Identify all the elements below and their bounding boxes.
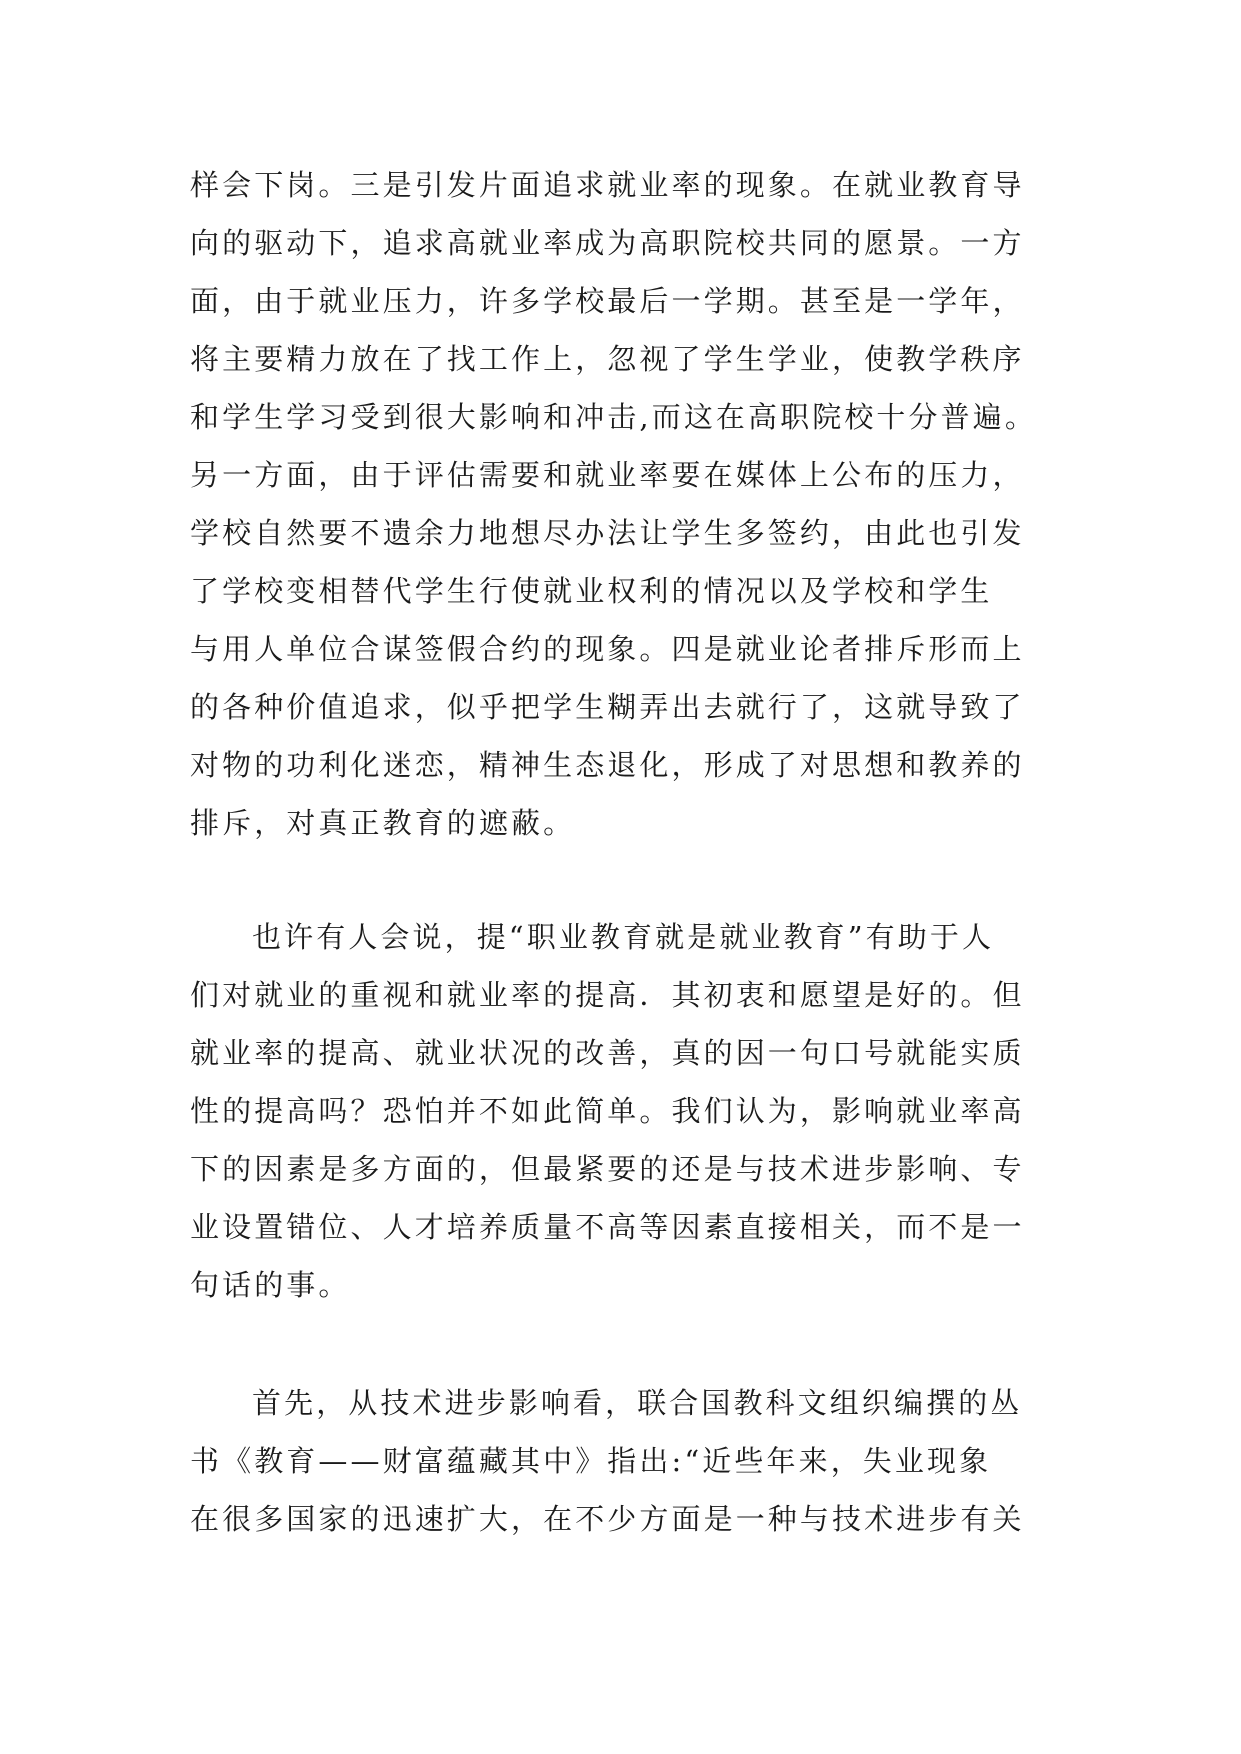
text-line: 们对就业的重视和就业率的提高．其初衷和愿望是好的。但	[190, 978, 1025, 1012]
text-line: 书《教育——财富蕴藏其中》指出:“近些年来，失业现象	[190, 1444, 992, 1478]
text-line: 和学生学习受到很大影响和冲击,而这在高职院校十分普遍。	[190, 400, 1037, 434]
paragraph-1	[190, 156, 1060, 852]
text-line: 的各种价值追求，似乎把学生糊弄出去就行了，这就导致了	[190, 690, 1025, 724]
text-line: 性的提高吗？恐怕并不如此简单。我们认为，影响就业率高	[190, 1094, 1025, 1128]
text-line: 对物的功利化迷恋，精神生态退化，形成了对思想和教养的	[190, 748, 1025, 782]
text-line: 与用人单位合谋签假合约的现象。四是就业论者排斥形而上	[190, 632, 1025, 666]
text-line: 向的驱动下，追求高就业率成为高职院校共同的愿景。一方	[190, 226, 1025, 260]
text-line-indented: 首先，从技术进步影响看，联合国教科文组织编撰的丛	[252, 1386, 1023, 1420]
text-line: 就业率的提高、就业状况的改善，真的因一句口号就能实质	[190, 1036, 1025, 1070]
text-line: 样会下岗。三是引发片面追求就业率的现象。在就业教育导	[190, 168, 1025, 202]
text-line: 学校自然要不遗余力地想尽办法让学生多签约，由此也引发	[190, 516, 1025, 550]
text-line: 排斥，对真正教育的遮蔽。	[190, 806, 576, 840]
text-line: 面，由于就业压力，许多学校最后一学期。甚至是一学年，	[190, 284, 1025, 318]
paragraph-3	[190, 1374, 1060, 1548]
text-line: 在很多国家的迅速扩大，在不少方面是一种与技术进步有关	[190, 1502, 1025, 1536]
text-line: 将主要精力放在了找工作上，忽视了学生学业，使教学秩序	[190, 342, 1025, 376]
text-line: 了学校变相替代学生行使就业权利的情况以及学校和学生	[190, 574, 993, 608]
text-line: 业设置错位、人才培养质量不高等因素直接相关，而不是一	[190, 1210, 1025, 1244]
text-line: 下的因素是多方面的，但最紧要的还是与技术进步影响、专	[190, 1152, 1025, 1186]
paragraph-2	[190, 908, 1060, 1314]
text-line: 另一方面，由于评估需要和就业率要在媒体上公布的压力，	[190, 458, 1025, 492]
text-line: 句话的事。	[190, 1268, 351, 1302]
text-line-indented: 也许有人会说，提“职业教育就是就业教育”有助于人	[252, 920, 995, 954]
